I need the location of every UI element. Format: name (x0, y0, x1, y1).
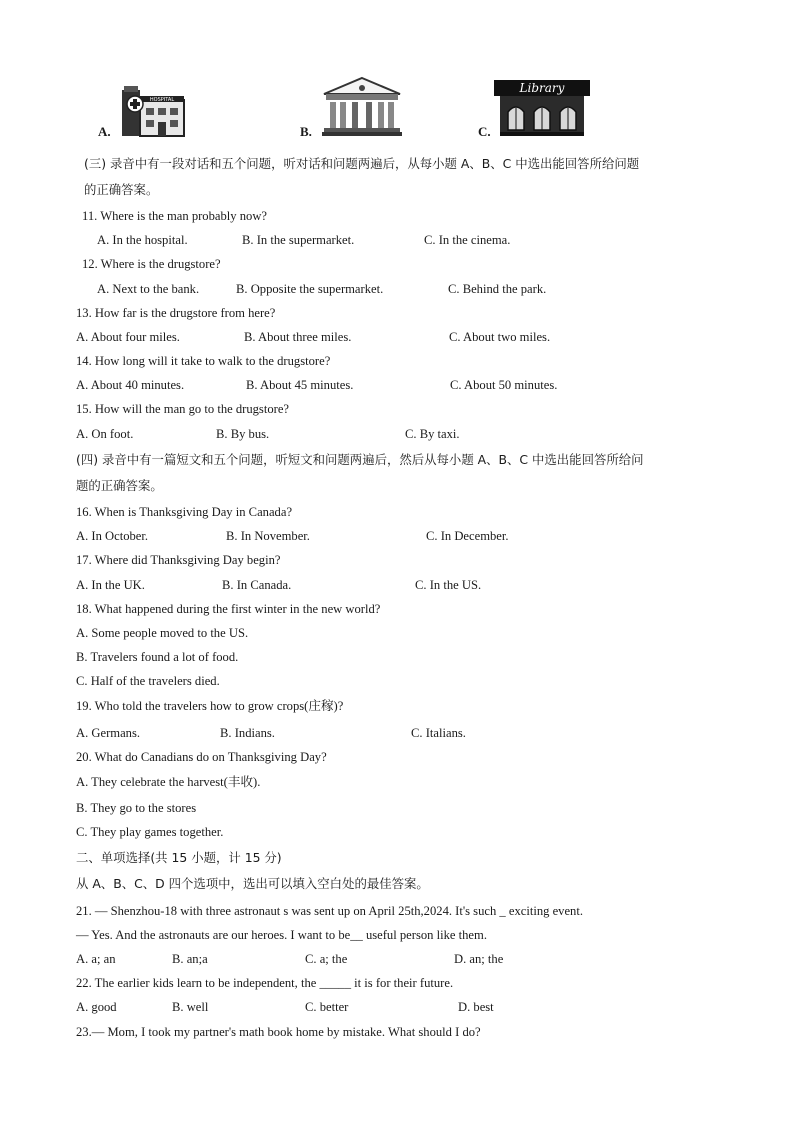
picture-option-a[interactable] (96, 70, 196, 142)
option-a[interactable]: A. Next to the bank. (97, 282, 200, 296)
option-c[interactable]: C. Behind the park. (448, 282, 547, 296)
picture-options (0, 70, 793, 142)
option-letter: B. (300, 124, 312, 139)
option-letter: C. (478, 124, 491, 139)
option-b[interactable]: B. Opposite the supermarket. (236, 282, 384, 296)
option-d[interactable]: D. an; the (454, 952, 504, 966)
option-letter: A. (98, 124, 111, 139)
option-a[interactable]: A. Some people moved to the US. (76, 626, 249, 640)
question-21-line1: 21. — Shenzhou-18 with three astronaut s was sent up on April 25th,2024. It's such _ exciting event. (76, 904, 583, 918)
option-c[interactable]: C. Half of the travelers died. (76, 674, 220, 688)
option-a[interactable]: A. a; an (76, 952, 116, 966)
option-b[interactable]: B. In Canada. (222, 578, 292, 592)
option-b[interactable]: B. well (172, 1000, 209, 1014)
question-21-line2: — Yes. And the astronauts are our heroes. I want to be__ useful person like them. (76, 928, 487, 942)
section3-instruction-line2: 的正确答案。 (84, 182, 159, 197)
svg-text:HOSPITAL: HOSPITAL (149, 97, 175, 103)
option-c[interactable]: C. a; the (305, 952, 348, 966)
option-a[interactable]: A. About 40 minutes. (76, 378, 185, 392)
question-13-stem: 13. How far is the drugstore from here? (76, 306, 276, 320)
option-a[interactable]: A. On foot. (76, 427, 134, 441)
option-a[interactable]: A. good (76, 1000, 117, 1014)
option-c[interactable]: C. They play games together. (76, 825, 224, 839)
option-b[interactable]: B. In the supermarket. (242, 233, 355, 247)
option-b[interactable]: B. By bus. (216, 427, 270, 441)
option-a[interactable]: A. In the hospital. (97, 233, 188, 247)
option-a[interactable]: A. In October. (76, 529, 149, 543)
question-18-stem: 18. What happened during the first winter in the new world? (76, 602, 381, 616)
picture-option-c[interactable] (476, 70, 606, 142)
hospital-icon (118, 78, 186, 138)
question-16-stem: 16. When is Thanksgiving Day in Canada? (76, 505, 293, 519)
library-icon (492, 74, 592, 138)
option-b[interactable]: B. They go to the stores (76, 801, 197, 815)
option-c[interactable]: C. By taxi. (405, 427, 460, 441)
option-c[interactable]: C. Italians. (411, 726, 466, 740)
option-a[interactable]: A. They celebrate the harvest(丰收). (76, 775, 261, 789)
option-b[interactable]: B. an;a (172, 952, 208, 966)
option-a[interactable]: A. About four miles. (76, 330, 180, 344)
part2-instruction: 从 A、B、C、D 四个选项中，选出可以填入空白处的最佳答案。 (76, 876, 429, 891)
option-a[interactable]: A. Germans. (76, 726, 141, 740)
question-14-stem: 14. How long will it take to walk to the drugstore? (76, 354, 331, 368)
svg-text:Library: Library (519, 81, 565, 95)
question-20-stem: 20. What do Canadians do on Thanksgiving Day? (76, 750, 327, 764)
picture-option-b[interactable] (298, 70, 418, 142)
option-c[interactable]: C. better (305, 1000, 349, 1014)
section4-instruction-line2: 题的正确答案。 (76, 478, 163, 493)
section4-instruction-line1: (四) 录音中有一篇短文和五个问题，听短文和问题两遍后，然后从每小题 A、B、C 中选出能回答所给问 (76, 452, 644, 467)
option-b[interactable]: B. About 45 minutes. (246, 378, 354, 392)
option-c[interactable]: C. In December. (426, 529, 509, 543)
question-15-stem: 15. How will the man go to the drugstore? (76, 402, 290, 416)
section3-instruction-line1: (三) 录音中有一段对话和五个问题，听对话和问题两遍后，从每小题 A、B、C 中选出能回答所给问题 (84, 156, 640, 171)
option-c[interactable]: C. In the US. (415, 578, 482, 592)
option-b[interactable]: B. In November. (226, 529, 310, 543)
question-12-stem: 12. Where is the drugstore? (82, 257, 221, 271)
option-c[interactable]: C. About two miles. (449, 330, 551, 344)
option-b[interactable]: B. Indians. (220, 726, 275, 740)
bank-icon (320, 74, 404, 138)
option-a[interactable]: A. In the UK. (76, 578, 145, 592)
question-23-stem: 23.— Mom, I took my partner's math book home by mistake. What should I do? (76, 1025, 481, 1039)
question-22-stem: 22. The earlier kids learn to be independent, the _____ it is for their future. (76, 976, 454, 990)
option-b[interactable]: B. Travelers found a lot of food. (76, 650, 239, 664)
option-d[interactable]: D. best (458, 1000, 494, 1014)
question-17-stem: 17. Where did Thanksgiving Day begin? (76, 553, 281, 567)
option-b[interactable]: B. About three miles. (244, 330, 352, 344)
question-11-stem: 11. Where is the man probably now? (82, 209, 268, 223)
part2-title: 二、单项选择(共 15 小题，计 15 分) (76, 850, 282, 865)
option-c[interactable]: C. About 50 minutes. (450, 378, 558, 392)
option-c[interactable]: C. In the cinema. (424, 233, 511, 247)
question-19-stem: 19. Who told the travelers how to grow crops(庄稼)? (76, 699, 344, 713)
